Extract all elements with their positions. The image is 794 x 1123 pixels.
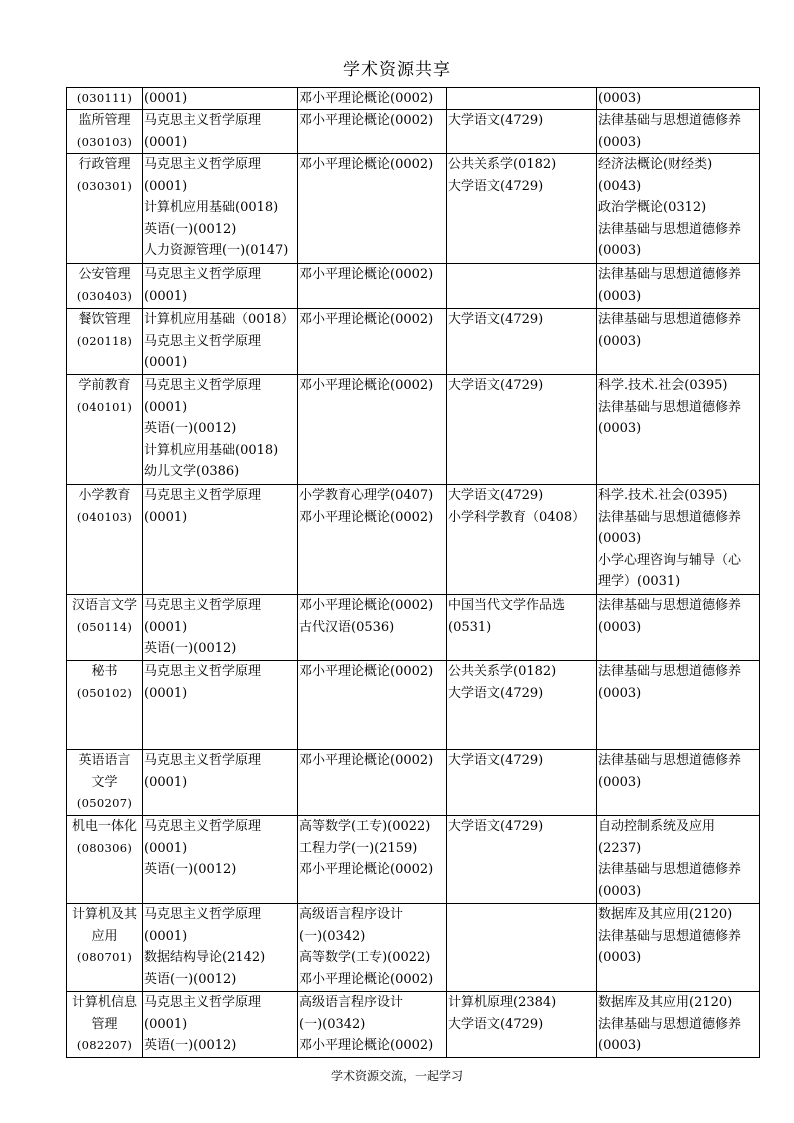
course-line: (0003) bbox=[598, 883, 642, 899]
course-cell-col4 bbox=[597, 375, 760, 485]
course-line: 邓小平理论概论(0002) bbox=[299, 91, 434, 106]
table-row bbox=[67, 88, 760, 110]
course-line: 小学教育心理学(0407) bbox=[299, 488, 434, 504]
course-cell-col4 bbox=[597, 904, 760, 992]
course-cell-col1 bbox=[143, 88, 298, 110]
major-cell bbox=[67, 904, 143, 992]
course-line: 大学语文(4729) bbox=[448, 113, 544, 129]
course-cell-col4 bbox=[597, 992, 760, 1058]
course-cell-col3 bbox=[447, 309, 597, 375]
course-line: 邓小平理论概论(0002) bbox=[299, 1038, 434, 1054]
major-name: 公安管理 bbox=[78, 267, 131, 283]
major-code: (050207) bbox=[76, 796, 133, 811]
course-line: (0003) bbox=[598, 531, 642, 547]
course-line: (一)(0342) bbox=[299, 928, 366, 944]
course-line: (0001) bbox=[144, 91, 188, 106]
course-cell-col2 bbox=[298, 992, 447, 1058]
major-cell bbox=[67, 992, 143, 1058]
major-name: 汉语言文学 bbox=[71, 598, 137, 614]
course-cell-col2 bbox=[298, 750, 447, 816]
major-code: (040103) bbox=[76, 509, 133, 524]
course-line: (0001) bbox=[144, 509, 188, 525]
course-line: (0043) bbox=[598, 178, 642, 194]
major-code: (050114) bbox=[76, 619, 133, 634]
course-cell-col1 bbox=[143, 485, 298, 595]
course-line: 数据库及其应用(2120) bbox=[598, 907, 733, 923]
course-line: 法律基础与思想道德修养 bbox=[598, 862, 742, 878]
course-line: 法律基础与思想道德修养 bbox=[598, 753, 742, 769]
course-cell-col3 bbox=[447, 264, 597, 309]
course-line: (0003) bbox=[598, 950, 642, 966]
course-cell-col2 bbox=[298, 904, 447, 992]
course-line: 高级语言程序设计 bbox=[299, 907, 404, 923]
course-line: (0001) bbox=[144, 178, 188, 194]
course-line: 马克思主义哲学原理 bbox=[144, 378, 262, 394]
course-cell-col4 bbox=[597, 485, 760, 595]
course-cell-col4 bbox=[597, 661, 760, 750]
major-cell bbox=[67, 816, 143, 904]
major-name: 餐饮管理 bbox=[78, 312, 131, 328]
course-cell-col3 bbox=[447, 88, 597, 110]
major-code: (030403) bbox=[76, 288, 133, 303]
course-line: (0003) bbox=[598, 1038, 642, 1054]
course-line: 高等数学(工专)(0022) bbox=[299, 819, 431, 835]
course-line: 大学语文(4729) bbox=[448, 753, 544, 769]
course-cell-col1 bbox=[143, 595, 298, 661]
page-title: 学术资源共享 bbox=[343, 60, 451, 80]
course-line: 马克思主义哲学原理 bbox=[144, 753, 262, 769]
course-line: 计算机原理(2384) bbox=[448, 995, 557, 1011]
course-line: 邓小平理论概论(0002) bbox=[299, 312, 434, 328]
major-cell bbox=[67, 485, 143, 595]
course-line: 邓小平理论概论(0002) bbox=[299, 862, 434, 878]
course-line: 法律基础与思想道德修养 bbox=[598, 267, 742, 283]
course-line: 人力资源管理(一)(0147) bbox=[144, 243, 289, 259]
course-line: 数据结构导论(2142) bbox=[144, 950, 266, 966]
course-line: 自动控制系统及应用 bbox=[598, 819, 716, 835]
course-line: 法律基础与思想道德修养 bbox=[598, 598, 742, 614]
course-cell-col2 bbox=[298, 485, 447, 595]
course-line: 法律基础与思想道德修养 bbox=[598, 221, 742, 237]
course-line: 邓小平理论概论(0002) bbox=[299, 509, 434, 525]
course-line: (0001) bbox=[144, 774, 188, 790]
course-line: 政治学概论(0312) bbox=[598, 200, 707, 216]
course-line: 法律基础与思想道德修养 bbox=[598, 113, 742, 129]
table-row bbox=[67, 750, 760, 816]
course-line: (0003) bbox=[598, 619, 642, 635]
major-name: 学前教育 bbox=[78, 378, 131, 394]
major-code: (030111) bbox=[76, 91, 133, 105]
table-row bbox=[67, 154, 760, 264]
table-row bbox=[67, 661, 760, 750]
course-line: (0003) bbox=[598, 134, 642, 150]
major-cell bbox=[67, 264, 143, 309]
major-name: 监所管理 bbox=[78, 113, 131, 129]
course-cell-col1 bbox=[143, 110, 298, 154]
major-cell bbox=[67, 110, 143, 154]
course-line: 小学科学教育（0408） bbox=[448, 509, 586, 525]
course-cell-col1 bbox=[143, 992, 298, 1058]
course-cell-col4 bbox=[597, 309, 760, 375]
course-line: 幼儿文学(0386) bbox=[144, 464, 240, 480]
course-line: (0001) bbox=[144, 399, 188, 415]
course-line: (0001) bbox=[144, 355, 188, 371]
course-line: 邓小平理论概论(0002) bbox=[299, 664, 434, 680]
course-line: 英语(一)(0012) bbox=[144, 641, 237, 657]
course-line: 大学语文(4729) bbox=[448, 685, 544, 701]
course-line: (0003) bbox=[598, 243, 642, 259]
major-name: 英语语言 bbox=[78, 753, 131, 769]
course-line: 法律基础与思想道德修养 bbox=[598, 928, 742, 944]
course-line: 马克思主义哲学原理 bbox=[144, 664, 262, 680]
table-row bbox=[67, 485, 760, 595]
major-name: 行政管理 bbox=[78, 157, 131, 173]
major-name: 管理 bbox=[91, 1016, 118, 1032]
course-cell-col4 bbox=[597, 264, 760, 309]
course-line: 公共关系学(0182) bbox=[448, 157, 557, 173]
course-line: 英语(一)(0012) bbox=[144, 421, 237, 437]
course-line: 马克思主义哲学原理 bbox=[144, 995, 262, 1011]
major-code: (040101) bbox=[76, 399, 133, 414]
course-cell-col4 bbox=[597, 595, 760, 661]
major-code: (030301) bbox=[76, 178, 133, 193]
course-line: 马克思主义哲学原理 bbox=[144, 157, 262, 173]
major-code: (050102) bbox=[76, 685, 133, 700]
course-line: 高等数学(工专)(0022) bbox=[299, 950, 431, 966]
course-line: 计算机应用基础(0018) bbox=[144, 200, 279, 216]
table-row bbox=[67, 309, 760, 375]
course-cell-col2 bbox=[298, 375, 447, 485]
course-line: 英语(一)(0012) bbox=[144, 1038, 237, 1054]
course-cell-col3 bbox=[447, 110, 597, 154]
course-line: 法律基础与思想道德修养 bbox=[598, 312, 742, 328]
course-line: 大学语文(4729) bbox=[448, 488, 544, 504]
course-cell-col2 bbox=[298, 309, 447, 375]
course-schedule-table bbox=[66, 87, 760, 1058]
major-cell bbox=[67, 595, 143, 661]
course-line: 马克思主义哲学原理 bbox=[144, 819, 262, 835]
course-line: (0003) bbox=[598, 685, 642, 701]
course-line: 法律基础与思想道德修养 bbox=[598, 399, 742, 415]
course-cell-col2 bbox=[298, 154, 447, 264]
major-cell bbox=[67, 88, 143, 110]
course-line: 大学语文(4729) bbox=[448, 819, 544, 835]
course-line: 邓小平理论概论(0002) bbox=[299, 971, 434, 987]
course-line: 邓小平理论概论(0002) bbox=[299, 753, 434, 769]
course-cell-col3 bbox=[447, 595, 597, 661]
course-line: (0001) bbox=[144, 840, 188, 856]
course-line: 大学语文(4729) bbox=[448, 378, 544, 394]
major-name: 小学教育 bbox=[78, 488, 131, 504]
course-cell-col3 bbox=[447, 154, 597, 264]
course-cell-col3 bbox=[447, 485, 597, 595]
course-line: 科学.技术.社会(0395) bbox=[598, 488, 728, 504]
course-line: 数据库及其应用(2120) bbox=[598, 995, 733, 1011]
course-cell-col2 bbox=[298, 110, 447, 154]
course-line: (0001) bbox=[144, 685, 188, 701]
course-cell-col3 bbox=[447, 661, 597, 750]
course-cell-col3 bbox=[447, 904, 597, 992]
major-name: 文学 bbox=[91, 774, 118, 790]
course-cell-col1 bbox=[143, 904, 298, 992]
course-line: 经济法概论(财经类) bbox=[598, 157, 713, 173]
course-cell-col4 bbox=[597, 88, 760, 110]
course-line: 大学语文(4729) bbox=[448, 178, 544, 194]
course-line: 英语(一)(0012) bbox=[144, 971, 237, 987]
major-cell bbox=[67, 309, 143, 375]
table-row bbox=[67, 904, 760, 992]
course-line: 邓小平理论概论(0002) bbox=[299, 157, 434, 173]
course-cell-col1 bbox=[143, 264, 298, 309]
course-line: 邓小平理论概论(0002) bbox=[299, 267, 434, 283]
course-line: (0001) bbox=[144, 288, 188, 304]
table-row bbox=[67, 992, 760, 1058]
major-name: 秘书 bbox=[91, 664, 118, 680]
major-cell bbox=[67, 750, 143, 816]
major-name: 计算机信息 bbox=[71, 995, 137, 1011]
major-code: (082207) bbox=[76, 1038, 133, 1053]
table-row bbox=[67, 110, 760, 154]
course-line: 马克思主义哲学原理 bbox=[144, 907, 262, 923]
course-cell-col3 bbox=[447, 750, 597, 816]
course-line: (0003) bbox=[598, 288, 642, 304]
course-cell-col2 bbox=[298, 661, 447, 750]
course-line: 邓小平理论概论(0002) bbox=[299, 378, 434, 394]
course-line: (0001) bbox=[144, 619, 188, 635]
course-line: (0003) bbox=[598, 91, 642, 106]
course-cell-col4 bbox=[597, 750, 760, 816]
major-cell bbox=[67, 661, 143, 750]
course-cell-col1 bbox=[143, 375, 298, 485]
major-cell bbox=[67, 375, 143, 485]
course-line: (0001) bbox=[144, 1016, 188, 1032]
course-cell-col2 bbox=[298, 264, 447, 309]
major-code: (020118) bbox=[76, 333, 133, 348]
major-name: 计算机及其 bbox=[71, 907, 137, 923]
course-line: (0003) bbox=[598, 421, 642, 437]
course-cell-col1 bbox=[143, 154, 298, 264]
course-cell-col1 bbox=[143, 309, 298, 375]
course-cell-col3 bbox=[447, 816, 597, 904]
page-footer: 学术资源交流，一起学习 bbox=[330, 1069, 463, 1083]
major-cell bbox=[67, 154, 143, 264]
course-line: 公共关系学(0182) bbox=[448, 664, 557, 680]
course-line: (0001) bbox=[144, 928, 188, 944]
course-line: 法律基础与思想道德修养 bbox=[598, 1016, 742, 1032]
course-schedule-body bbox=[67, 88, 760, 1058]
course-line: (0003) bbox=[598, 333, 642, 349]
course-cell-col4 bbox=[597, 154, 760, 264]
course-line: 大学语文(4729) bbox=[448, 312, 544, 328]
course-line: 马克思主义哲学原理 bbox=[144, 333, 262, 349]
course-line: (0531) bbox=[448, 619, 492, 635]
course-line: 理学）(0031) bbox=[598, 574, 681, 590]
course-line: 英语(一)(0012) bbox=[144, 862, 237, 878]
major-code: (030103) bbox=[76, 134, 133, 149]
course-cell-col1 bbox=[143, 661, 298, 750]
course-line: (一)(0342) bbox=[299, 1016, 366, 1032]
course-line: (0001) bbox=[144, 134, 188, 150]
course-cell-col3 bbox=[447, 992, 597, 1058]
course-line: 高级语言程序设计 bbox=[299, 995, 404, 1011]
course-line: 工程力学(一)(2159) bbox=[299, 840, 418, 856]
course-line: 马克思主义哲学原理 bbox=[144, 488, 262, 504]
course-line: 邓小平理论概论(0002) bbox=[299, 598, 434, 614]
course-cell-col1 bbox=[143, 816, 298, 904]
course-cell-col2 bbox=[298, 88, 447, 110]
course-line: (2237) bbox=[598, 840, 642, 856]
course-cell-col3 bbox=[447, 375, 597, 485]
course-line: 计算机应用基础（0018） bbox=[144, 312, 295, 328]
course-line: 计算机应用基础(0018) bbox=[144, 442, 279, 458]
course-line: 马克思主义哲学原理 bbox=[144, 267, 262, 283]
course-line: 科学.技术.社会(0395) bbox=[598, 378, 728, 394]
course-line: 英语(一)(0012) bbox=[144, 221, 237, 237]
course-line: 邓小平理论概论(0002) bbox=[299, 113, 434, 129]
course-cell-col2 bbox=[298, 595, 447, 661]
table-row bbox=[67, 595, 760, 661]
course-cell-col4 bbox=[597, 816, 760, 904]
course-line: 小学心理咨询与辅导（心 bbox=[598, 552, 742, 568]
course-line: 马克思主义哲学原理 bbox=[144, 113, 262, 129]
major-code: (080306) bbox=[76, 840, 133, 855]
course-line: (0003) bbox=[598, 774, 642, 790]
course-cell-col1 bbox=[143, 750, 298, 816]
course-line: 马克思主义哲学原理 bbox=[144, 598, 262, 614]
major-code: (080701) bbox=[76, 950, 133, 965]
course-line: 法律基础与思想道德修养 bbox=[598, 509, 742, 525]
table-row bbox=[67, 816, 760, 904]
course-line: 大学语文(4729) bbox=[448, 1016, 544, 1032]
table-row bbox=[67, 264, 760, 309]
table-row bbox=[67, 375, 760, 485]
course-cell-col4 bbox=[597, 110, 760, 154]
course-line: 古代汉语(0536) bbox=[299, 619, 395, 635]
course-line: 中国当代文学作品选 bbox=[448, 598, 566, 614]
course-line: 法律基础与思想道德修养 bbox=[598, 664, 742, 680]
major-name: 应用 bbox=[91, 928, 118, 944]
major-name: 机电一体化 bbox=[71, 819, 137, 835]
course-cell-col2 bbox=[298, 816, 447, 904]
